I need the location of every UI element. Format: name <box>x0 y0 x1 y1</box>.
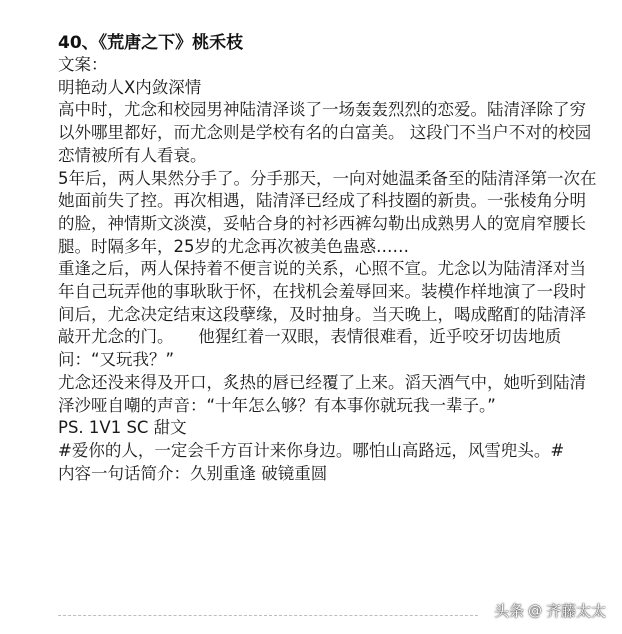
paragraph-five-years-later: 5年后，两人果然分手了。分手那天，一向对她温柔备至的陆清泽第一次在她面前失了控。再次相遇，陆清泽已经成了科技圈的新贵。一张棱角分明的脸，神情斯文淡漠，妥帖合身的衬衫西裤勾勒出成熟男人的宽肩窄腰长腿。时隔多年，25岁的尤念再次被美色蛊惑…… <box>58 168 597 256</box>
book-title: 40、《荒唐之下》桃禾枝 <box>58 33 244 53</box>
synopsis-body <box>58 54 598 485</box>
watermark <box>494 600 606 621</box>
footer-divider <box>58 615 478 616</box>
watermark-author: 齐藤太太 <box>545 602 606 620</box>
one-line-summary: 内容一句话简介：久别重逢 破镜重圆 <box>58 463 328 483</box>
hashtag-quote: #爱你的人，一定会千方百计来你身边。哪怕山高路远，风雪兜头。# <box>58 440 565 460</box>
watermark-brand: 头条 <box>493 602 524 620</box>
at-icon: @ <box>527 602 542 619</box>
tagline: 明艳动人X内敛深情 <box>58 77 202 97</box>
paragraph-confession: 尤念还没来得及开口，炙热的唇已经覆了上来。滔天酒气中，她听到陆清泽沙哑自嘲的声音：“十年怎么够？有本事你就玩我一辈子。” <box>58 372 586 415</box>
paragraph-reunion: 重逢之后，两人保持着不便言说的关系，心照不宣。尤念以为陆清泽对当年自己玩弄他的事耿耿于怀，在找机会羞辱回来。装模作样地演了一段时间后，尤念决定结束这段孽缘，及时抽身。当天晚上，喝成酩酊的陆清泽敲开尤念的门。 他猩红着一双眼，表情很难看，近乎咬牙切齿地质问：“又玩我？” <box>58 259 586 370</box>
synopsis-label: 文案： <box>58 55 108 74</box>
paragraph-high-school: 高中时，尤念和校园男神陆清泽谈了一场轰轰烈烈的恋爱。陆清泽除了穷以外哪里都好，而尤念则是学校有名的白富美。 这段门不当户不对的校园恋情被所有人看衰。 <box>58 100 592 165</box>
ps-note: PS. 1V1 SC 甜文 <box>58 418 187 438</box>
